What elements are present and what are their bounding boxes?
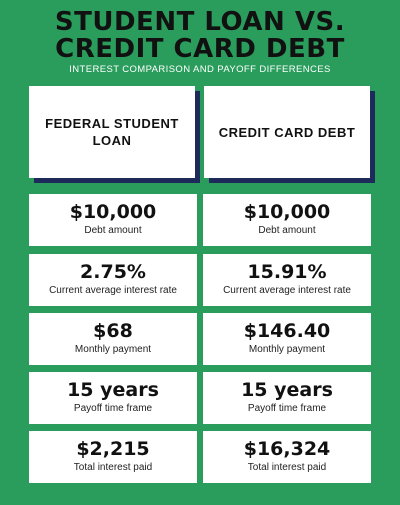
card-value: 15.91% bbox=[247, 261, 327, 283]
card-value: $2,215 bbox=[76, 438, 150, 460]
column-header-student-loan bbox=[29, 86, 195, 178]
card-value: 15 years bbox=[67, 379, 159, 401]
column-header-student-loan-text: FEDERAL STUDENT LOAN bbox=[45, 116, 179, 148]
card-label: Payoff time frame bbox=[73, 403, 153, 414]
card-payoff-time-credit-card bbox=[203, 372, 371, 424]
card-value: $146.40 bbox=[243, 320, 331, 342]
card-label: Total interest paid bbox=[73, 462, 153, 473]
card-debt-amount-credit-card bbox=[203, 194, 371, 246]
card-total-interest-student-loan bbox=[29, 431, 197, 483]
card-value: $10,000 bbox=[243, 201, 331, 223]
card-label: Payoff time frame bbox=[247, 403, 327, 414]
column-header-credit-card bbox=[204, 86, 370, 178]
card-value: 15 years bbox=[241, 379, 333, 401]
card-value: 2.75% bbox=[80, 261, 146, 283]
subtitle: INTEREST COMPARISON AND PAYOFF DIFFERENCES bbox=[69, 64, 331, 75]
card-payoff-time-student-loan bbox=[29, 372, 197, 424]
title-line-1: STUDENT LOAN VS. bbox=[54, 7, 346, 37]
card-debt-amount-student-loan bbox=[29, 194, 197, 246]
card-label: Total interest paid bbox=[247, 462, 327, 473]
card-label: Monthly payment bbox=[248, 344, 326, 355]
card-interest-rate-student-loan bbox=[29, 254, 197, 306]
card-monthly-payment-student-loan bbox=[29, 313, 197, 365]
card-label: Current average interest rate bbox=[49, 285, 177, 296]
card-label: Current average interest rate bbox=[223, 285, 351, 296]
title-line-2: CREDIT CARD DEBT bbox=[55, 34, 345, 64]
card-value: $68 bbox=[93, 320, 133, 342]
card-total-interest-credit-card bbox=[203, 431, 371, 483]
card-value: $16,324 bbox=[243, 438, 331, 460]
card-value: $10,000 bbox=[69, 201, 157, 223]
card-label: Debt amount bbox=[84, 225, 142, 236]
column-header-credit-card-text: CREDIT CARD DEBT bbox=[218, 124, 356, 140]
card-interest-rate-credit-card bbox=[203, 254, 371, 306]
card-label: Monthly payment bbox=[74, 344, 152, 355]
card-label: Debt amount bbox=[258, 225, 316, 236]
card-monthly-payment-credit-card bbox=[203, 313, 371, 365]
